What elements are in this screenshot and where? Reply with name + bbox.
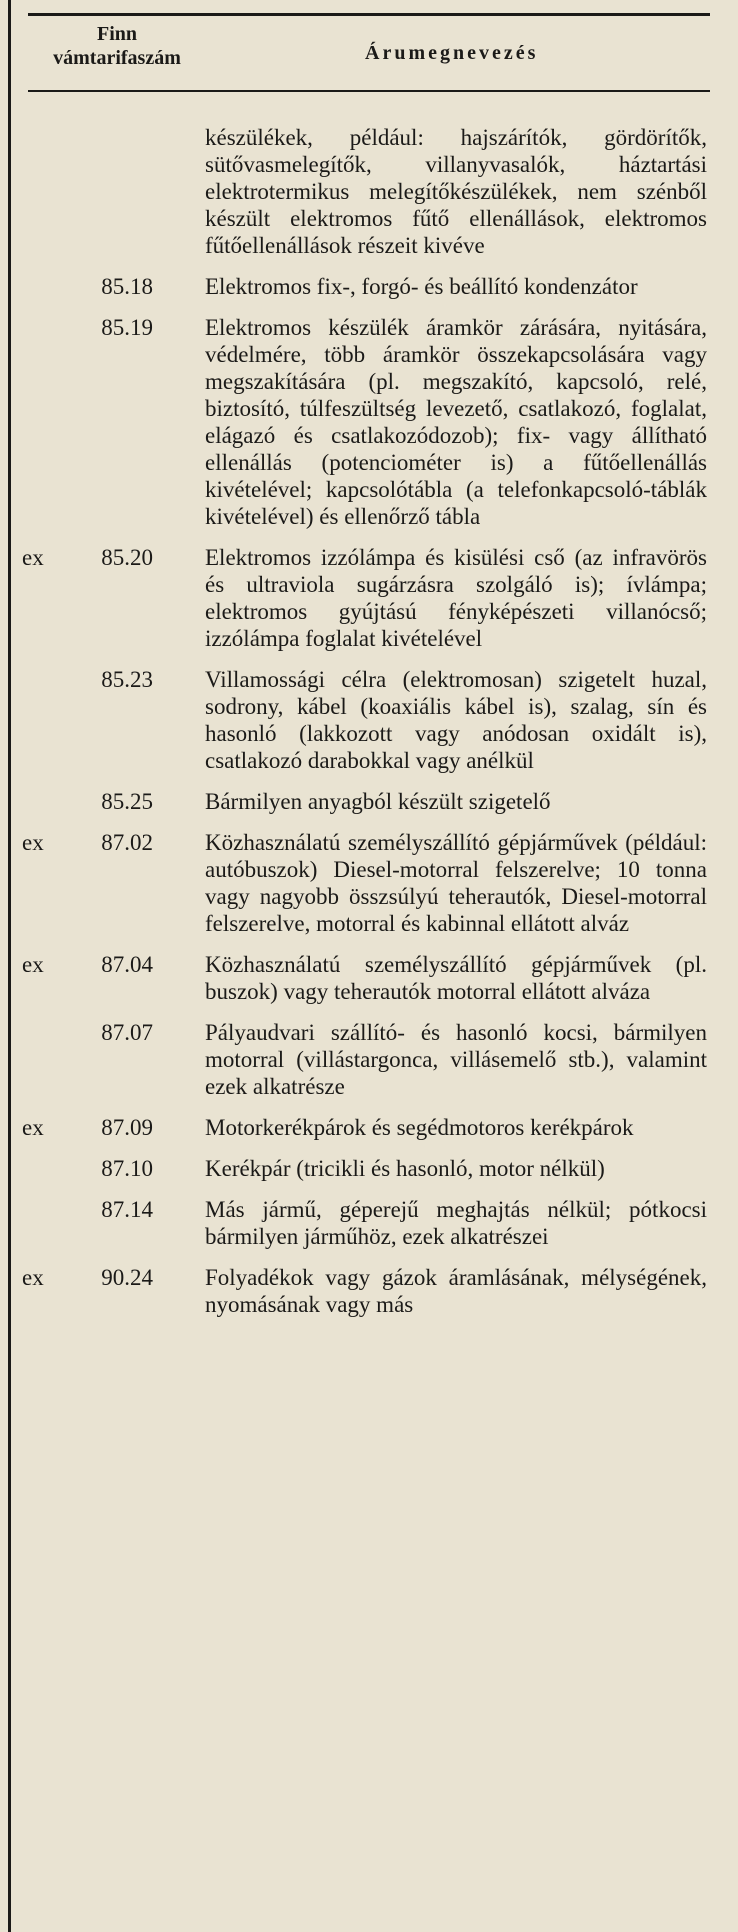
tariff-code-cell bbox=[0, 951, 205, 1005]
table-row bbox=[0, 314, 738, 530]
goods-description: Folyadékok vagy gázok áramlásának, mélységének, nyomásának vagy más bbox=[205, 1265, 707, 1317]
goods-description: Kerékpár (tricikli és hasonló, motor nélkül) bbox=[205, 1156, 605, 1181]
tariff-code-cell bbox=[0, 1114, 205, 1141]
tariff-code-cell bbox=[0, 1196, 205, 1250]
goods-description: Más jármű, géperejű meghajtás nélkül; pótkocsi bármilyen járműhöz, ezek alkatrészei bbox=[205, 1197, 707, 1249]
header-bottom-rule bbox=[28, 90, 710, 92]
tariff-code-cell bbox=[0, 788, 205, 815]
tariff-code: 87.07 bbox=[101, 1020, 153, 1045]
tariff-code-cell bbox=[0, 124, 205, 259]
code-column-header-line2: vámtarifaszám bbox=[53, 47, 181, 69]
table-row bbox=[0, 788, 738, 815]
goods-description: Motorkerékpárok és segédmotoros kerékpárok bbox=[205, 1115, 634, 1140]
header-top-rule bbox=[28, 13, 710, 16]
table-row bbox=[0, 273, 738, 300]
description-column-header: Árumegnevezés bbox=[365, 42, 539, 64]
table-row bbox=[0, 666, 738, 774]
table-row bbox=[0, 829, 738, 937]
ex-prefix: ex bbox=[22, 1115, 44, 1140]
tariff-code: 87.02 bbox=[101, 830, 153, 855]
code-column-header-line1: Finn bbox=[96, 23, 138, 45]
tariff-code: 87.14 bbox=[101, 1197, 153, 1222]
table-row bbox=[0, 124, 738, 259]
tariff-code-cell bbox=[0, 544, 205, 652]
tariff-code: 85.20 bbox=[101, 545, 153, 570]
tariff-code: 87.04 bbox=[101, 952, 153, 977]
ex-prefix: ex bbox=[22, 545, 44, 570]
table-row bbox=[0, 1264, 738, 1318]
goods-description: Elektromos készülék áramkör zárására, nyitására, védelmére, több áramkör összekapcsolására vagy megszakítására (pl. megszakító, kapcsoló, relé, biztosító, túlfeszültség levezető, csatlakozó, foglalat, elágazó és csatlakozódozob); fix- vagy állítható ellenállás (potenciométer is) a fűtőellenállás kivételével; kapcsolótábla (a telefonkapcsoló-táblák kivételével) és ellenőrző tábla bbox=[205, 315, 707, 529]
tariff-code-cell bbox=[0, 829, 205, 937]
tariff-table bbox=[0, 124, 738, 1332]
table-row bbox=[0, 1114, 738, 1141]
table-row bbox=[0, 1155, 738, 1182]
code-column-header bbox=[26, 22, 208, 70]
tariff-code: 87.10 bbox=[101, 1156, 153, 1181]
tariff-code: 85.19 bbox=[101, 315, 153, 340]
table-row bbox=[0, 1019, 738, 1100]
goods-description: Közhasználatú személyszállító gépjárművek (például: autóbuszok) Diesel-motorral felszerelve; 10 tonna vagy nagyobb összsúlyú teherautók, Diesel-motorral felszerelve, motorral és kabinnal ellátott alváz bbox=[205, 830, 707, 936]
goods-description: Bármilyen anyagból készült szigetelő bbox=[205, 789, 551, 814]
tariff-code-cell bbox=[0, 1155, 205, 1182]
tariff-code: 85.23 bbox=[101, 667, 153, 692]
goods-description: Pályaudvari szállító- és hasonló kocsi, bármilyen motorral (villástargonca, villásemelő stb.), valamint ezek alkatrésze bbox=[205, 1020, 707, 1099]
goods-description: Közhasználatú személyszállító gépjárművek (pl. buszok) vagy teherautók motorral ellátott alváza bbox=[205, 952, 707, 1004]
tariff-code: 90.24 bbox=[101, 1265, 153, 1290]
table-row bbox=[0, 951, 738, 1005]
goods-description: készülékek, például: hajszárítók, gördörítők, sütővasmelegítők, villanyvasalók, háztartási elektrotermikus melegítőkészülékek, nem szénből készült elektromos fűtő ellenállások, elektromos fűtőellenállások részeit kivéve bbox=[205, 125, 707, 258]
table-row bbox=[0, 544, 738, 652]
tariff-code: 87.09 bbox=[101, 1115, 153, 1140]
tariff-code-cell bbox=[0, 273, 205, 300]
tariff-code-cell bbox=[0, 666, 205, 774]
goods-description: Elektromos fix-, forgó- és beállító kondenzátor bbox=[205, 274, 638, 299]
table-row bbox=[0, 1196, 738, 1250]
tariff-code-cell bbox=[0, 314, 205, 530]
ex-prefix: ex bbox=[22, 1265, 44, 1290]
ex-prefix: ex bbox=[22, 830, 44, 855]
goods-description: Villamossági célra (elektromosan) szigetelt huzal, sodrony, kábel (koaxiális kábel is), szalag, sín és hasonló (lakkozott vagy anódosan oxidált is), csatlakozó darabokkal vagy anélkül bbox=[205, 667, 707, 773]
goods-description: Elektromos izzólámpa és kisülési cső (az infravörös és ultraviola sugárzásra szolgáló is); ívlámpa; elektromos gyújtású fényképészeti villanócső; izzólámpa foglalat kivételével bbox=[205, 545, 707, 651]
tariff-code-cell bbox=[0, 1019, 205, 1100]
tariff-code: 85.25 bbox=[101, 789, 153, 814]
tariff-code-cell bbox=[0, 1264, 205, 1318]
tariff-code: 85.18 bbox=[101, 274, 153, 299]
ex-prefix: ex bbox=[22, 952, 44, 977]
